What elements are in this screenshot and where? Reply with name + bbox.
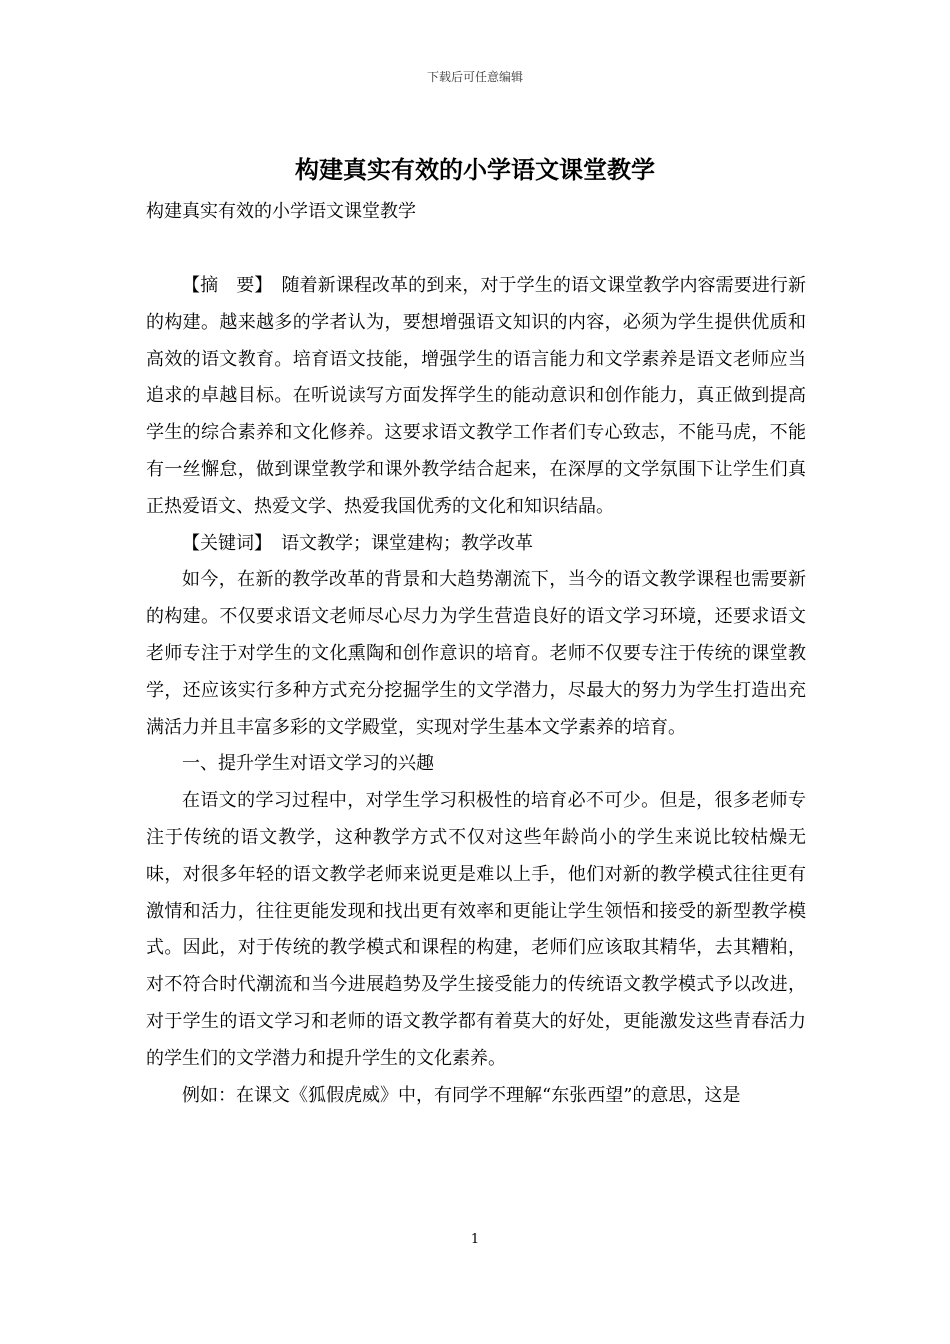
abstract-paragraph bbox=[146, 268, 806, 526]
abstract-text: 随着新课程改革的到来，对于学生的语文课堂教学内容需要进行新的构建。越来越多的学者认为，要想增强语文知识的内容，必须为学生提供优质和高效的语文教育。培育语文技能，增强学生的语言能力和文学素养是语文老师应当追求的卓越目标。在听说读写方面发挥学生的能动意识和创作能力，真正做到提高学生的综合素养和文化修养。这要求语文教学工作者们专心致志，不能马虎，不能有一丝懈怠，做到课堂教学和课外教学结合起来，在深厚的文学氛围下让学生们真正热爱语文、热爱文学、热爱我国优秀的文化和知识结晶。 bbox=[146, 275, 807, 517]
page-number: 1 bbox=[470, 1232, 480, 1247]
document-subtitle: 构建真实有效的小学语文课堂教学 bbox=[146, 201, 416, 222]
example-paragraph: 例如：在课文《狐假虎威》中，有同学不理解“东张西望”的意思，这是 bbox=[182, 1084, 741, 1106]
intro-paragraph: 如今，在新的教学改革的背景和大趋势潮流下，当今的语文教学课程也需要新的构建。不仅要求语文老师尽心尽力为学生营造良好的语文学习环境，还要求语文老师专注于对学生的文化熏陶和创作意识的培育。老师不仅要专注于传统的课堂教学，还应该实行多种方式充分挖掘学生的文学潜力，尽最大的努力为学生打造出充满活力并且丰富多彩的文学殿堂，实现对学生基本文学素养的培育。 bbox=[146, 569, 806, 738]
document-body bbox=[146, 268, 806, 1114]
keywords-text: 语文教学；课堂建构；教学改革 bbox=[281, 532, 533, 554]
keywords-label: 【关键词】 bbox=[182, 532, 272, 554]
document-title: 构建真实有效的小学语文课堂教学 bbox=[295, 155, 655, 184]
page-header-note: 下载后可任意编辑 bbox=[426, 70, 523, 84]
keywords-paragraph bbox=[146, 526, 806, 563]
section-paragraph: 在语文的学习过程中，对学生学习积极性的培育必不可少。但是，很多老师专注于传统的语文教学，这种教学方式不仅对这些年龄尚小的学生来说比较枯燥无味，对很多年轻的语文教学老师来说更是难以上手，他们对新的教学模式往往更有激情和活力，往往更能发现和找出更有效率和更能让学生领悟和接受的新型教学模式。因此，对于传统的教学模式和课程的构建，老师们应该取其精华，去其糟粕，对不符合时代潮流和当今进展趋势及学生接受能力的传统语文教学模式予以改进，对于学生的语文学习和老师的语文教学都有着莫大的好处，更能激发这些青春活力的学生们的文学潜力和提升学生的文化素养。 bbox=[146, 790, 806, 1069]
abstract-label: 【摘 要】 bbox=[182, 275, 273, 296]
section-heading: 一、提升学生对语文学习的兴趣 bbox=[182, 753, 434, 775]
